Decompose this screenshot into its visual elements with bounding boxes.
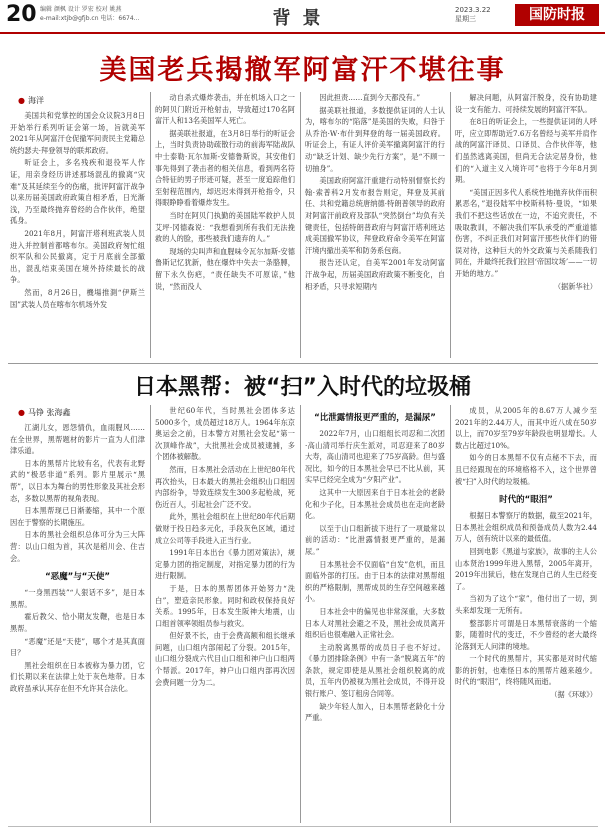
paragraph: 霍后教父、恰小期友发鞭，也是日本黑帮。 xyxy=(10,612,145,633)
paragraph: 此外，黑社会组织在上世纪80年代后期做财于投日趋多元化，手段灰色区域，通过成立公司等手段进入正当行业。 xyxy=(155,512,295,545)
paragraph: 于是，日本的黑帮团体开始努力“洗白”，塑造亲民形象。同时和政权保持良好关系。1995年，日本发生阪神大地震，山口组首领率领组员参与救灾。 xyxy=(155,583,295,628)
paragraph: 现场的尖叫声和血腥味令瓦尔加斯-安德鲁斯记忆犹新，他在爆炸中失去一条胳膊，留下永久伤疤，“责任缺失不可原谅，”他说，“然而没人 xyxy=(155,246,295,291)
paragraph: 日本的黑社会组织总体可分为三大阵营：以山口组为首，其次是稻川会、住吉会。 xyxy=(10,530,145,563)
paragraph: 然而，日本黑社会活动在上世纪80年代再次抬头，日本最大的黑社会组织山口组因内部纷争，导致连续发生300多起枪战，死伤近百人，引起社会广泛不安。 xyxy=(155,464,295,509)
article1-byline: ● 海洋 xyxy=(18,96,44,105)
paragraph: 2022年7月，山口组组长司忍和二次团·高山清司举行庆生派对，司忍迎来了80岁大寿，高山清司也迎来了75岁高龄。但与盛况比，如今的日本黑社会早已不比从前，其实早已经完全成为“夕阳产业”。 xyxy=(305,429,445,485)
paragraph: 美国政府阿富汗重建行动特别督察长约翰·索普科2月发布报告则定，拜登及其前任、共和党籍总统唐纳德·特朗普领导的政府对阿富汗前政府及部队“突然倒台”均负有关键责任，包括特朗普政府与阿富汗塔利班达成美国撤军协议，拜登政府命令美军在阿富汗境内撤出美军和防务系包商。 xyxy=(305,176,445,255)
column-divider xyxy=(450,92,451,358)
article2-source: （据《环球》） xyxy=(550,690,597,700)
paragraph: 但好景不长，由于会费高额和组长继承问题，山口组内部闹起了分裂。2015年，山口组分裂成六代目山口组和神户山口组两个帮派。2017年，神户山口组内部再次因会费问题一分为二。 xyxy=(155,631,295,687)
article1-headline: 美国老兵揭撤军阿富汗不堪往事 xyxy=(99,55,506,86)
paragraph: “一身黑西装”“人狠话不多”，是日本黑帮。 xyxy=(10,588,145,609)
subheading: “恶魔”与“天使” xyxy=(45,572,110,583)
paragraph: 据美联社报道，在3月8日举行的听证会上，当时负责协助疏散行动的前海军陆战队中士泰勒·瓦尔加斯-安德鲁斯说，其安他们事先得到了袭击者的相关信息，看到两名符合特征的男子形迹可疑，甚至一度追踪他们至射程范围内，却迟迟未得到开枪指令，只得眼睁睁看着爆炸发生。 xyxy=(155,128,295,208)
weekday-line: 星期三 xyxy=(455,15,476,23)
subheading: “比泄露情报更严重的，是漏尿” xyxy=(314,413,436,423)
paragraph: 日本黑社会不仅面临“自发”危机，而且面临外部的打压。由于日本的法律对黑帮组织的严格限制，黑帮成员的生存空间越来越小。 xyxy=(305,559,445,604)
paragraph: 根据日本警察厅的数据，截至2021年，日本黑社会组织成员和预备成员人数为2.44万人，创有统计以来的最低值。 xyxy=(455,511,597,544)
paragraph: 在8日的听证会上，一些提供证词的人呼吁，应立即帮助近7.6万名曾经与美军并肩作战的阿富汗译员、口译员、合作伙伴等，他们虽然逃离美国，但尚无合法定居身份，他们的“入道主义入境许可”也将于今年8月到期。 xyxy=(455,117,597,185)
paragraph: 解决问题，从阿富汗脱身，没有协助建设一支有能力、可持续发展的阿富汗军队。 xyxy=(455,93,597,114)
paragraph: 2021年8月，阿富汗塔利班武装人员进入并控制首都喀布尔。美国政府匆忙组织军队和公民撤离，定于月底前全部撤出，混乱结束美国在境外持续最长的战争。 xyxy=(10,228,145,285)
paragraph: 当时在阿贝门执勤的美国陆军救护人员艾坪·冈德森说：“我想看到所有我们无法挽救的人的脸，那些被我们遗弃的人。” xyxy=(155,210,295,244)
paragraph: 江湖儿女，恩怨情仇，血雨腥风……在全世界，黑帮题材的影片一直为人们津津乐道。 xyxy=(10,423,145,456)
paragraph: 动自杀式爆炸袭击，并在机场入口之一的阿贝门附近开枪射击，导致超过170名阿富汗人和13名美国军人死亡。 xyxy=(155,93,295,126)
article2-byline: ● 马铮 张海鑫 xyxy=(18,408,71,417)
issue-date xyxy=(455,6,491,24)
paragraph: 主动脱离黑帮的成员日子也不好过。《暴力团排除条例》中有一条“脱离五年”的条款，规定即使是从黑社会组织脱离的成员，五年内仍被视为黑社会成员，不得开设银行账户、签订租房合同等。 xyxy=(305,642,445,699)
paragraph: 当初为了这个“家”，他付出了一切，到头来却发现一无所有。 xyxy=(455,594,597,615)
paragraph: 世纪60年代，当时黑社会团体多达5000多个，成员超过18万人。1964年东京奥运会之前，日本警方对黑社会发起“第一次顶峰作战”，大批黑社会成员被逮捕，多个团体被解散。 xyxy=(155,406,295,462)
article1-source: （据新华社） xyxy=(553,281,597,291)
paragraph: 成员，从2005年的8.67万人减少至2021年的2.44万人，而其中近八成在50岁以上，而70岁至79岁年龄段也明显增长。人数占比超过10%。 xyxy=(455,406,597,450)
column-divider xyxy=(450,405,451,823)
paragraph: 据美联社报道，多数提供证词的人士认为，喀布尔的“陷落”是美国的失败，归咎于从乔治·W·布什到拜登的每一届美国政府。听证会上，有证人评价美军撤离阿富汗的行动“缺乏计划、缺少先行方案”，是“不顾一切抽身”。 xyxy=(305,105,445,173)
newspaper-logo: 国防时报 xyxy=(515,4,599,26)
article1-col2 xyxy=(155,92,295,360)
author-icon: ● xyxy=(18,96,25,105)
section-title: 背景 xyxy=(272,8,333,29)
paragraph: 日本黑帮现已日渐萎缩，其中一个原因在于警察的长期施压。 xyxy=(10,506,145,527)
paragraph: 回到电影《黑道与家族》，故事的主人公山本贤治1999年进入黑帮，2005年离开，2019年出狱后，他在发现自己的人生已经变了。 xyxy=(455,546,597,591)
column-divider xyxy=(150,405,151,823)
paragraph: 日本社会中的偏见也非常深重，大多数日本人对黑社会避之不及，黑社会成员离开组织后也很难融入正常社会。 xyxy=(305,606,445,640)
article1-col3 xyxy=(305,92,445,360)
page-footer-rule xyxy=(8,826,598,827)
editor-line: 编辑 颜枫 设计 罗宏 校对 姚燕 xyxy=(40,6,122,13)
column-divider xyxy=(300,405,301,823)
article2-col2 xyxy=(155,405,295,823)
paragraph: 报告还认定，自美军2001年发动阿富汗战争起，历届美国政府政策不断变化，自相矛盾，只寻求短期内 xyxy=(305,258,445,291)
paragraph: 然而，8月26日，機場推測“伊斯兰国”武装人员在喀布尔机场外发 xyxy=(10,287,145,309)
article2-col4 xyxy=(455,405,597,823)
article2-col3 xyxy=(305,405,445,823)
paragraph: 这其中一大原因来自于日本社会的老龄化和少子化，日本黑社会成员也在走向老龄化。 xyxy=(305,487,445,521)
paragraph: 因此担责……直到今天都没有。” xyxy=(319,93,421,102)
article1-col4 xyxy=(455,92,597,360)
paragraph: 缺少年轻人加入，日本黑帮老龄化十分严重。 xyxy=(305,701,445,723)
column-divider xyxy=(300,92,301,358)
paragraph: 一个时代的黑帮片，其实都是对时代缩影的折射，也难怪日本的黑帮片越来越少。时代的“眼泪”，终将随风而逝。 xyxy=(455,654,597,687)
paragraph: 日本的黑帮片比较有名，代表有北野武的“极恶非道”系列。影片里展示“黑帮”，以日本为舞台的男性形象及其社会形态，多数以黑帮的视角表现。 xyxy=(10,458,145,503)
paragraph: 如今的日本黑帮不仅有点秘不下去，而且已经跟现在的环境格格不入，这个世界曾被“扫”入时代的垃圾桶。 xyxy=(455,453,597,486)
author-icon: ● xyxy=(18,408,25,417)
paragraph: 听证会上，多名残疾和退役军人作证，用亲身经历讲述那场混乱的撤离“灾难”及其延续至今的伤痛，批评阿富汗战争以来历届美国政府政策自相矛盾，日光渐浅，乃至最终抛弃曾经的合作伙伴，绝望孤身。 xyxy=(10,158,145,226)
article2-headline: 日本黑帮：被“扫”入时代的垃圾桶 xyxy=(134,375,471,400)
paragraph: 美国共和党掌控的国会众议院3月8日开始举行系列听证会第一场，旨就美军2021年从阿富汗仓促撤军问责民主党籍总统约瑟夫·拜登领导的联邦政府。 xyxy=(10,111,145,155)
column-divider xyxy=(150,92,151,358)
date-line: 2023.3.22 xyxy=(455,6,491,14)
article-separator xyxy=(8,363,598,364)
contact-line: e-mail:xtjb@gfjb.cn 电话：6674... xyxy=(40,15,140,22)
paragraph: 以至于山口组新拔下进行了一项最常以前的活动：“比泄露情报更严重的，是漏尿。” xyxy=(305,523,445,556)
paragraph: “美国正因多代人系统性地抛弃伙伴而积累恶名，”退役陆军中校斯科特·曼说，“如果我们不把这些话放在一边，不追究责任，不吸取教训，不解决我们军队承受的严重道德伤害，不纠正我们对阿富汗那些伙伴们的错误对待，这种巨大的外交政策与关系随我们同在，并最终托我们拉回‘帝国坟场’——一切开始的地方。” xyxy=(455,187,597,278)
paragraph: 整部影片可谓是日本黑帮衰落的一个缩影，随着时代的变迁，不少曾经的老大最终沦落到无人问津的境地。 xyxy=(455,618,597,651)
subheading: 时代的“眼泪” xyxy=(499,495,553,506)
paragraph: 黑社会组织在日本被称为暴力团，它们长期以来在法律上处于灰色地带。日本政府虽承认其存在但不允许其合法化。 xyxy=(10,660,145,693)
article1-col1 xyxy=(10,110,145,360)
paragraph: 1991年日本出台《暴力团对策法》，规定暴力团的指定制度，对指定暴力团的行为进行限制。 xyxy=(155,548,295,581)
article2-col1 xyxy=(10,422,145,822)
paragraph: “恶魔”还是“天使”，哪个才是其真面目？ xyxy=(10,636,145,658)
page-header xyxy=(0,0,605,34)
page-number: 20 xyxy=(6,2,37,27)
